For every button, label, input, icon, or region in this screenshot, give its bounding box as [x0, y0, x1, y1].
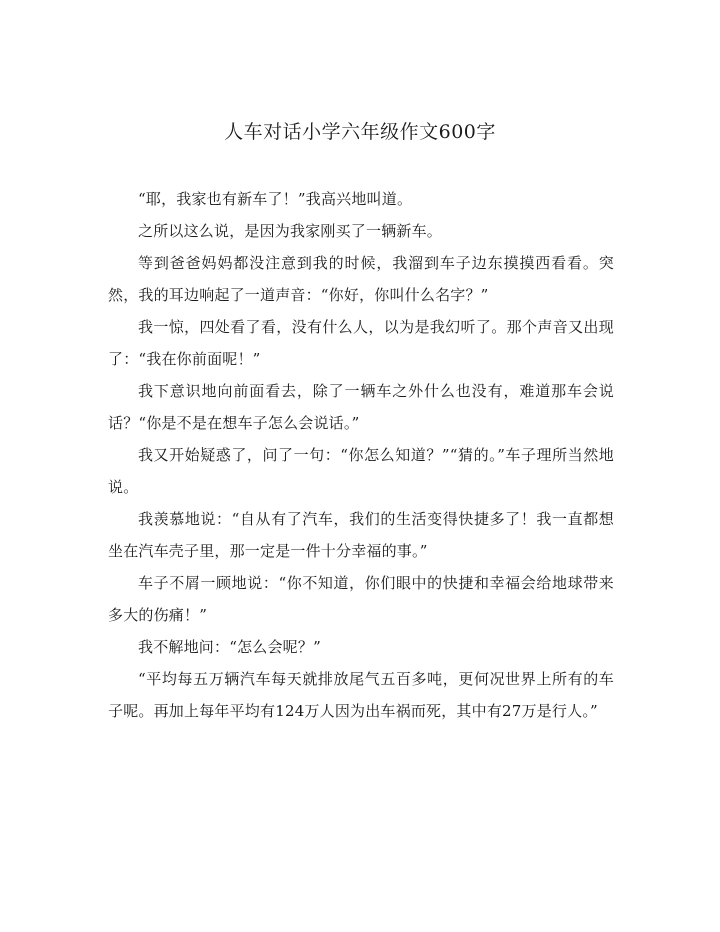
- paragraph: 等到爸爸妈妈都没注意到我的时候，我溜到车子边东摸摸西看看。突然，我的耳边响起了一道声音：“你好，你叫什么名字？”: [108, 254, 614, 304]
- paragraph: 车子不屑一顾地说：“你不知道，你们眼中的快捷和幸福会给地球带来多大的伤痛！”: [108, 574, 614, 624]
- paragraph: 之所以这么说，是因为我家刚买了一辆新车。: [138, 222, 443, 240]
- paragraph: 我下意识地向前面看去，除了一辆车之外什么也没有，难道那车会说话？“你是不是在想车子怎么会说话。”: [108, 382, 614, 432]
- document-body: [108, 183, 614, 727]
- document-title: 人车对话小学六年级作文600字: [224, 121, 496, 143]
- paragraph: “耶，我家也有新车了！”我高兴地叫道。: [138, 190, 413, 208]
- paragraph: 我羡慕地说：“自从有了汽车，我们的生活变得快捷多了！我一直都想坐在汽车壳子里，那一定是一件十分幸福的事。”: [108, 510, 614, 560]
- paragraph: 我一惊，四处看了看，没有什么人，以为是我幻听了。那个声音又出现了：“我在你前面呢！”: [108, 318, 614, 368]
- paragraph: 我又开始疑惑了，问了一句：“你怎么知道？”“猜的。”车子理所当然地说。: [108, 446, 614, 496]
- paragraph: 我不解地问：“怎么会呢？”: [138, 638, 321, 656]
- paragraph: “平均每五万辆汽车每天就排放尾气五百多吨，更何况世界上所有的车子呢。再加上每年平均有124万人因为出车祸而死，其中有27万是行人。”: [108, 670, 614, 720]
